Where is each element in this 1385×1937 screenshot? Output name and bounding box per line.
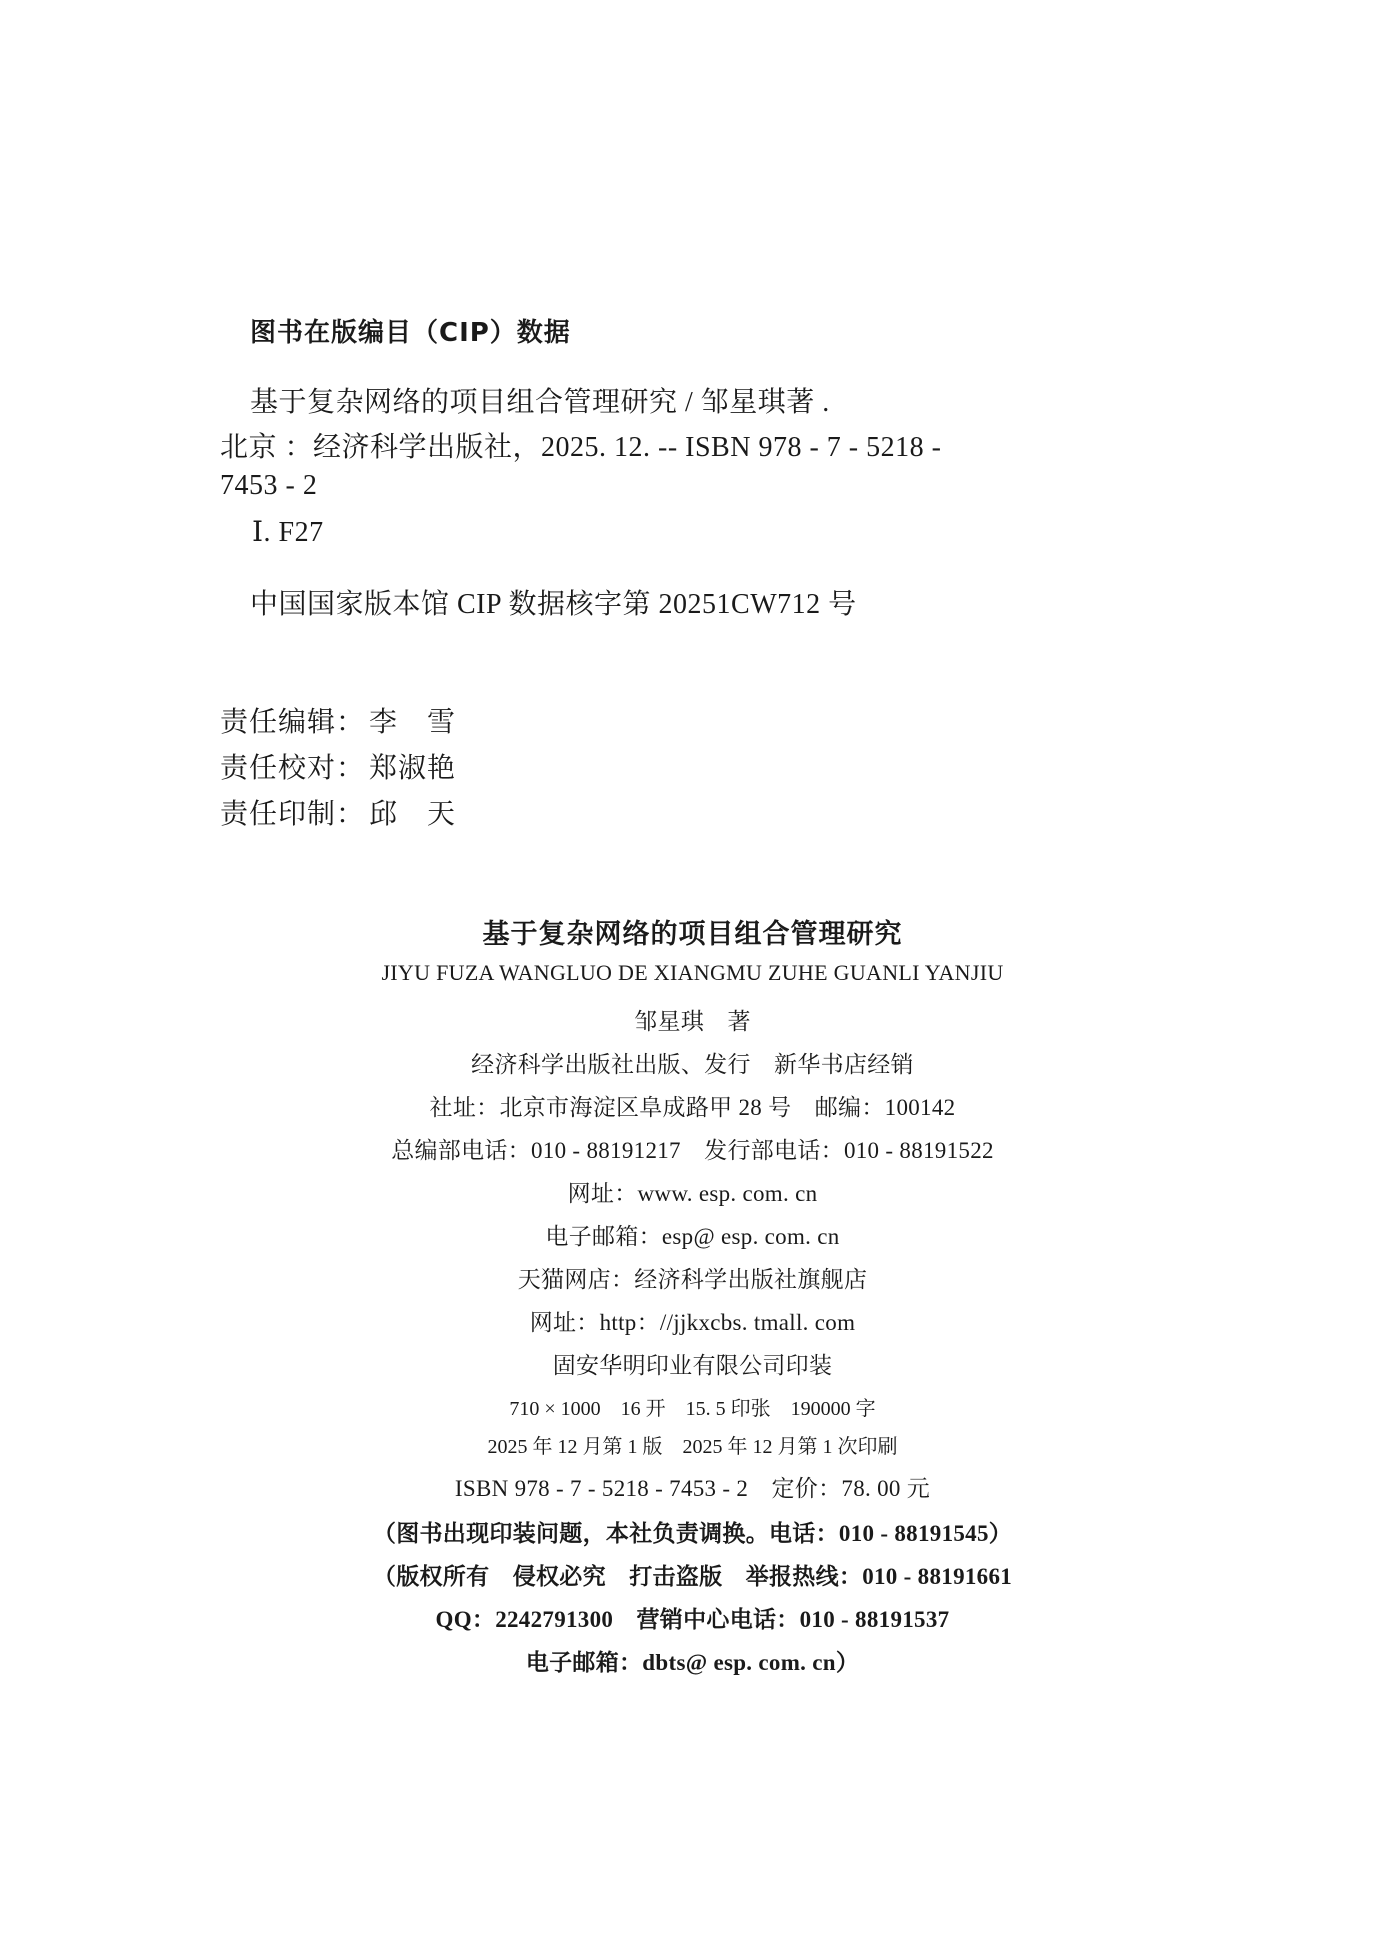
- cip-entry-line-1: 基于复杂网络的项目组合管理研究 / 邹星琪著 .: [250, 387, 830, 418]
- imprint-isbn-price: ISBN 978 - 7 - 5218 - 7453 - 2 定价：78. 00 元: [454, 1476, 931, 1501]
- notice-line-3: QQ：2242791300 营销中心电话：010 - 88191537: [435, 1607, 950, 1632]
- imprint-address: 社址：北京市海淀区阜成路甲 28 号 邮编：100142: [429, 1095, 956, 1120]
- imprint-specs: 710 × 1000 16 开 15. 5 印张 190000 字: [509, 1398, 876, 1420]
- imprint-title: 基于复杂网络的项目组合管理研究: [482, 919, 903, 950]
- cip-heading: 图书在版编目（CIP）数据: [250, 318, 571, 348]
- staff-label: 责任编辑：: [220, 707, 366, 738]
- imprint-printer: 固安华明印业有限公司印装: [552, 1353, 833, 1378]
- staff-label: 责任印制：: [220, 799, 366, 830]
- staff-editor: [220, 700, 456, 740]
- imprint-email: 电子邮箱：esp@ esp. com. cn: [545, 1224, 840, 1249]
- notice-line-4: 电子邮箱：dbts@ esp. com. cn）: [525, 1650, 860, 1675]
- imprint-tmall-url: 网址：http：//jjkxcbs. tmall. com: [529, 1310, 856, 1335]
- imprint-phones: 总编部电话：010 - 88191217 发行部电话：010 - 88191522: [391, 1138, 994, 1163]
- cip-record-number: 中国国家版本馆 CIP 数据核字第 20251CW712 号: [250, 589, 857, 620]
- imprint-author: 邹星琪 著: [634, 1009, 751, 1034]
- imprint-edition: 2025 年 12 月第 1 版 2025 年 12 月第 1 次印刷: [487, 1436, 898, 1458]
- imprint-publisher: 经济科学出版社出版、发行 新华书店经销: [471, 1052, 914, 1077]
- staff-print-manager: [220, 792, 456, 832]
- imprint-title-pinyin: JIYU FUZA WANGLUO DE XIANGMU ZUHE GUANLI YANJIU: [381, 960, 1004, 985]
- notice-line-2: （版权所有 侵权必究 打击盗版 举报热线：010 - 88191661: [372, 1564, 1013, 1589]
- staff-label: 责任校对：: [220, 753, 366, 784]
- staff-value: 邱 天: [369, 799, 457, 830]
- staff-proofreader: [220, 746, 456, 786]
- notice-line-1: （图书出现印装问题，本社负责调换。电话：010 - 88191545）: [372, 1521, 1013, 1546]
- imprint-tmall-store: 天猫网店：经济科学出版社旗舰店: [517, 1267, 868, 1292]
- staff-value: 郑淑艳: [369, 753, 457, 784]
- imprint-website: 网址：www. esp. com. cn: [567, 1181, 818, 1206]
- cip-classification: Ⅰ. F27: [252, 517, 324, 548]
- staff-value: 李 雪: [369, 707, 457, 738]
- cip-entry-line-3: 7453 - 2: [220, 470, 318, 501]
- cip-entry-line-2: 北京 ：经济科学出版社，2025. 12. -- ISBN 978 - 7 - 5218 -: [220, 432, 942, 463]
